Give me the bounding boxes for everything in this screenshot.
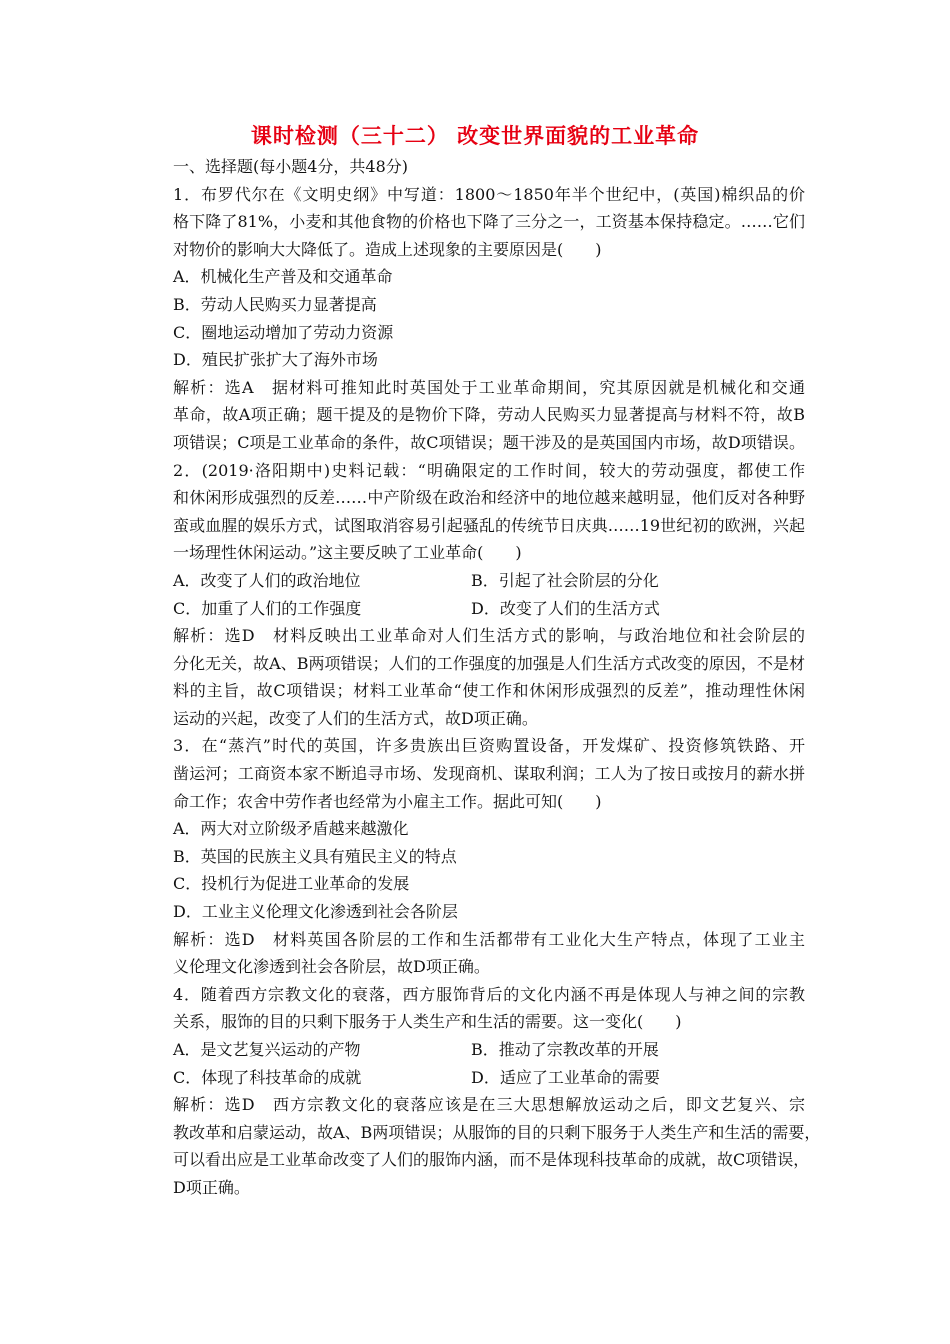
q4-stem-line: 4．随着西方宗教文化的衰落，西方服饰背后的文化内涵不再是体现人与神之间的宗教 bbox=[173, 984, 805, 1004]
document-body bbox=[173, 153, 821, 1202]
section-heading: 一、选择题(每小题4分，共48分) bbox=[173, 157, 409, 176]
q3-analysis-line: 解析：选D 材料英国各阶层的工作和生活都带有工业化大生产特点，体现了工业主 bbox=[173, 929, 805, 949]
q1-option-a: A．机械化生产普及和交通革命 bbox=[173, 267, 393, 287]
q2-options-row bbox=[173, 567, 805, 595]
q2-analysis-line: 分化无关，故A、B两项错误；人们的工作强度的加强是人们生活方式改变的原因，不是材 bbox=[173, 653, 805, 673]
q2-stem-line: 一场理性休闲运动。”这主要反映了工业革命( ) bbox=[173, 543, 522, 563]
question-3 bbox=[173, 732, 805, 980]
q3-option-b: B．英国的民族主义具有殖民主义的特点 bbox=[173, 846, 457, 866]
q3-option-a: A．两大对立阶级矛盾越来越激化 bbox=[173, 819, 409, 839]
q4-options-row bbox=[173, 1064, 805, 1092]
q1-option-b: B．劳动人民购买力显著提高 bbox=[173, 294, 377, 314]
q3-stem-line: 3．在“蒸汽”时代的英国，许多贵族出巨资购置设备，开发煤矿、投资修筑铁路、开 bbox=[173, 736, 805, 756]
q2-stem-line: 蛮或血腥的娱乐方式，试图取消容易引起骚乱的传统节日庆典……19世纪初的欧洲，兴起 bbox=[173, 515, 805, 535]
q3-stem-line: 命工作；农舍中劳作者也经常为小雇主工作。据此可知( ) bbox=[173, 791, 602, 811]
q3-option-c: C．投机行为促进工业革命的发展 bbox=[173, 874, 410, 894]
q2-analysis-line: 运动的兴起，改变了人们的生活方式，故D项正确。 bbox=[173, 708, 538, 728]
q1-analysis-line: 革命，故A项正确；题干提及的是物价下降，劳动人民购买力显著提高与材料不符，故B bbox=[173, 405, 805, 425]
q2-option-a: A．改变了人们的政治地位 bbox=[173, 570, 361, 590]
q1-option-d: D．殖民扩张扩大了海外市场 bbox=[173, 350, 378, 370]
q1-stem-line: 对物价的影响大大降低了。造成上述现象的主要原因是( ) bbox=[173, 239, 602, 259]
q2-stem-line: 2．(2019·洛阳期中)史料记载：“明确限定的工作时间，较大的劳动强度，都使工作 bbox=[173, 460, 805, 480]
q4-option-c: C．体现了科技革命的成就 bbox=[173, 1067, 362, 1087]
q2-option-d: D．改变了人们的生活方式 bbox=[471, 598, 660, 618]
q1-stem-line: 1．布罗代尔在《文明史纲》中写道：1800～1850年半个世纪中，(英国)棉织品的价 bbox=[173, 184, 805, 204]
q4-analysis-line: 可以看出应是工业革命改变了人们的服饰内涵，而不是体现科技革命的成就，故C项错误， bbox=[173, 1150, 810, 1170]
q4-analysis-line: 解析：选D 西方宗教文化的衰落应该是在三大思想解放运动之后，即文艺复兴、宗 bbox=[173, 1095, 805, 1115]
page-title: 课时检测（三十二） 改变世界面貌的工业革命 bbox=[250, 124, 700, 148]
question-1 bbox=[173, 181, 805, 457]
q2-analysis-line: 解析：选D 材料反映出工业革命对人们生活方式的影响，与政治地位和社会阶层的 bbox=[173, 626, 805, 646]
q1-analysis-line: 解析：选A 据材料可推知此时英国处于工业革命期间，究其原因就是机械化和交通 bbox=[173, 377, 805, 397]
q4-analysis-line: 教改革和启蒙运动，故A、B两项错误；从服饰的目的只剩下服务于人类生产和生活的需要， bbox=[173, 1122, 821, 1142]
q4-options-row bbox=[173, 1036, 805, 1064]
question-4 bbox=[173, 981, 821, 1202]
q3-analysis-line: 义伦理文化渗透到社会各阶层，故D项正确。 bbox=[173, 957, 490, 977]
q4-option-b: B．推动了宗教改革的开展 bbox=[471, 1040, 659, 1059]
q4-analysis-line: D项正确。 bbox=[173, 1177, 250, 1197]
q3-option-d: D．工业主义伦理文化渗透到社会各阶层 bbox=[173, 902, 458, 922]
q3-stem-line: 凿运河；工商资本家不断追寻市场、发现商机、谋取利润；工人为了按日或按月的薪水拼 bbox=[173, 764, 805, 784]
q2-option-b: B．引起了社会阶层的分化 bbox=[471, 570, 659, 590]
q1-option-c: C．圈地运动增加了劳动力资源 bbox=[173, 322, 394, 342]
q1-stem-line: 格下降了81%，小麦和其他食物的价格也下降了三分之一，工资基本保持稳定。……它们 bbox=[173, 212, 805, 232]
question-2 bbox=[173, 457, 805, 733]
q2-options-row bbox=[173, 595, 805, 623]
q1-analysis-line: 项错误；C项是工业革命的条件，故C项错误；题干涉及的是英国国内市场，故D项错误。 bbox=[173, 432, 805, 452]
q2-stem-line: 和休闲形成强烈的反差……中产阶级在政治和经济中的地位越来越明显，他们反对各种野 bbox=[173, 488, 805, 508]
q2-option-c: C．加重了人们的工作强度 bbox=[173, 598, 362, 618]
q4-stem-line: 关系，服饰的目的只剩下服务于人类生产和生活的需要。这一变化( ) bbox=[173, 1012, 682, 1032]
q4-option-d: D．适应了工业革命的需要 bbox=[471, 1067, 660, 1087]
q2-analysis-line: 料的主旨，故C项错误；材料工业革命“使工作和休闲形成强烈的反差”，推动理性休闲 bbox=[173, 681, 805, 701]
q4-option-a: A．是文艺复兴运动的产物 bbox=[173, 1040, 361, 1059]
